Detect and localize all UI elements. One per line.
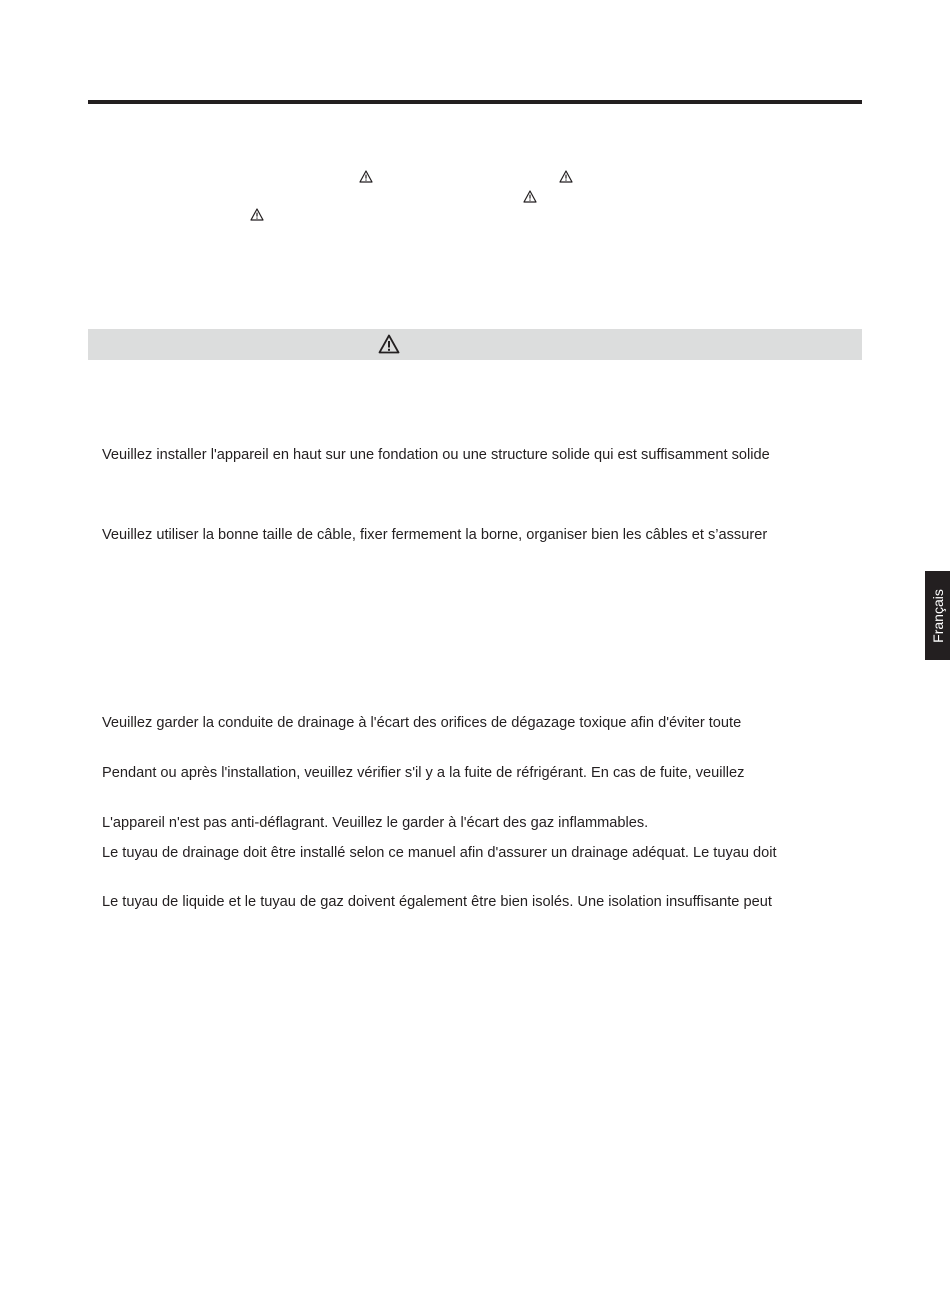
warning-triangle-icon: [559, 170, 573, 183]
warning-paragraph: L'appareil n'est pas anti-déflagrant. Veuillez le garder à l'écart des gaz inflammables.: [102, 815, 649, 831]
warning-triangle-icon: [523, 190, 537, 203]
top-rule: [88, 100, 862, 104]
warning-paragraph: Veuillez installer l'appareil en haut sur une fondation ou une structure solide qui est suffisamment solide: [102, 447, 770, 463]
warning-triangle-icon: [250, 208, 264, 221]
warning-header-bar: [88, 329, 862, 360]
warning-paragraph: Veuillez utiliser la bonne taille de câble, fixer fermement la borne, organiser bien les câbles et s’assurer: [102, 527, 768, 543]
warning-triangle-icon: [378, 334, 400, 354]
warning-paragraph: Pendant ou après l'installation, veuillez vérifier s'il y a la fuite de réfrigérant. En cas de fuite, veuillez: [102, 765, 745, 781]
language-tab: [925, 571, 950, 660]
language-tab-label: Français: [929, 588, 946, 643]
warning-paragraph: Le tuyau de drainage doit être installé selon ce manuel afin d'assurer un drainage adéquat. Le tuyau doit: [102, 845, 777, 861]
warning-triangle-icon: [359, 170, 373, 183]
warning-paragraph: Le tuyau de liquide et le tuyau de gaz doivent également être bien isolés. Une isolation insuffisante peut: [102, 894, 772, 910]
warning-paragraph: Veuillez garder la conduite de drainage à l'écart des orifices de dégazage toxique afin d'éviter toute: [102, 715, 742, 731]
